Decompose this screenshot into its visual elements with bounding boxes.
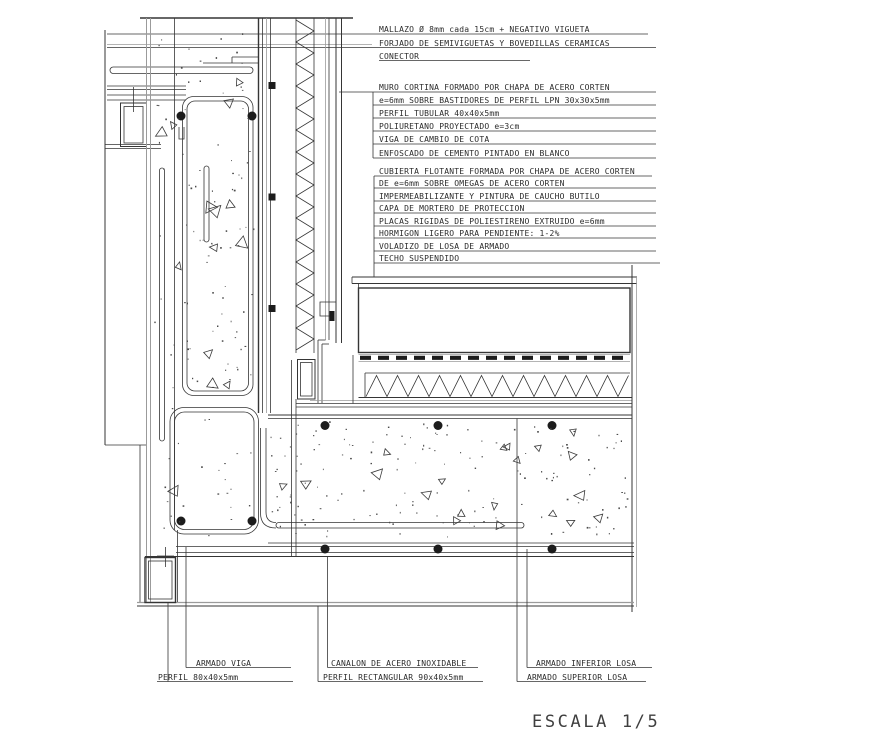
- label-armado-inferior: ARMADO INFERIOR LOSA: [536, 658, 637, 668]
- label-armado-viga: ARMADO VIGA: [196, 658, 252, 668]
- label-techo-suspendido: TECHO SUSPENDIDO: [379, 254, 460, 263]
- label-mallazo: MALLAZO Ø 8mm cada 15cm + NEGATIVO VIGUETA: [379, 25, 590, 34]
- label-voladizo: VOLADIZO DE LOSA DE ARMADO: [379, 242, 510, 251]
- label-cubierta: CUBIERTA FLOTANTE FORMADA POR CHAPA DE ACERO CORTEN: [379, 167, 635, 176]
- label-conector: CONECTOR: [379, 51, 420, 61]
- label-poliestireno: PLACAS RIGIDAS DE POLIESTIRENO EXTRUIDO e=6mm: [379, 217, 605, 226]
- label-perfil-rectangular: PERFIL RECTANGULAR 90x40x5mm: [323, 672, 464, 682]
- label-forjado: FORJADO DE SEMIVIGUETAS Y BOVEDILLAS CERAMICAS: [379, 38, 610, 48]
- label-omegas: DE e=6mm SOBRE OMEGAS DE ACERO CORTEN: [379, 179, 565, 188]
- label-enfoscado: ENFOSCADO DE CEMENTO PINTADO EN BLANCO: [379, 148, 570, 158]
- label-armado-superior: ARMADO SUPERIOR LOSA: [527, 672, 628, 682]
- label-perfil-80: PERFIL 80x40x5mm: [158, 672, 239, 682]
- label-impermeabilizante: IMPERMEABILIZANTE Y PINTURA DE CAUCHO BUTILO: [379, 192, 600, 201]
- label-viga-cota: VIGA DE CAMBIO DE COTA: [379, 135, 490, 144]
- scale-label: ESCALA 1/5: [532, 712, 661, 732]
- label-bastidores: e=6mm SOBRE BASTIDORES DE PERFIL LPN 30x30x5mm: [379, 96, 610, 105]
- label-canalon: CANALON DE ACERO INOXIDABLE: [331, 658, 467, 668]
- label-perfil-tubular: PERFIL TUBULAR 40x40x5mm: [379, 109, 500, 118]
- label-hormigon: HORMIGON LIGERO PARA PENDIENTE: 1-2%: [379, 229, 560, 238]
- label-poliuretano: POLIURETANO PROYECTADO e=3cm: [379, 122, 520, 131]
- label-muro-cortina: MURO CORTINA FORMADO POR CHAPA DE ACERO CORTEN: [379, 83, 610, 92]
- label-mortero: CAPA DE MORTERO DE PROTECCION: [379, 204, 525, 213]
